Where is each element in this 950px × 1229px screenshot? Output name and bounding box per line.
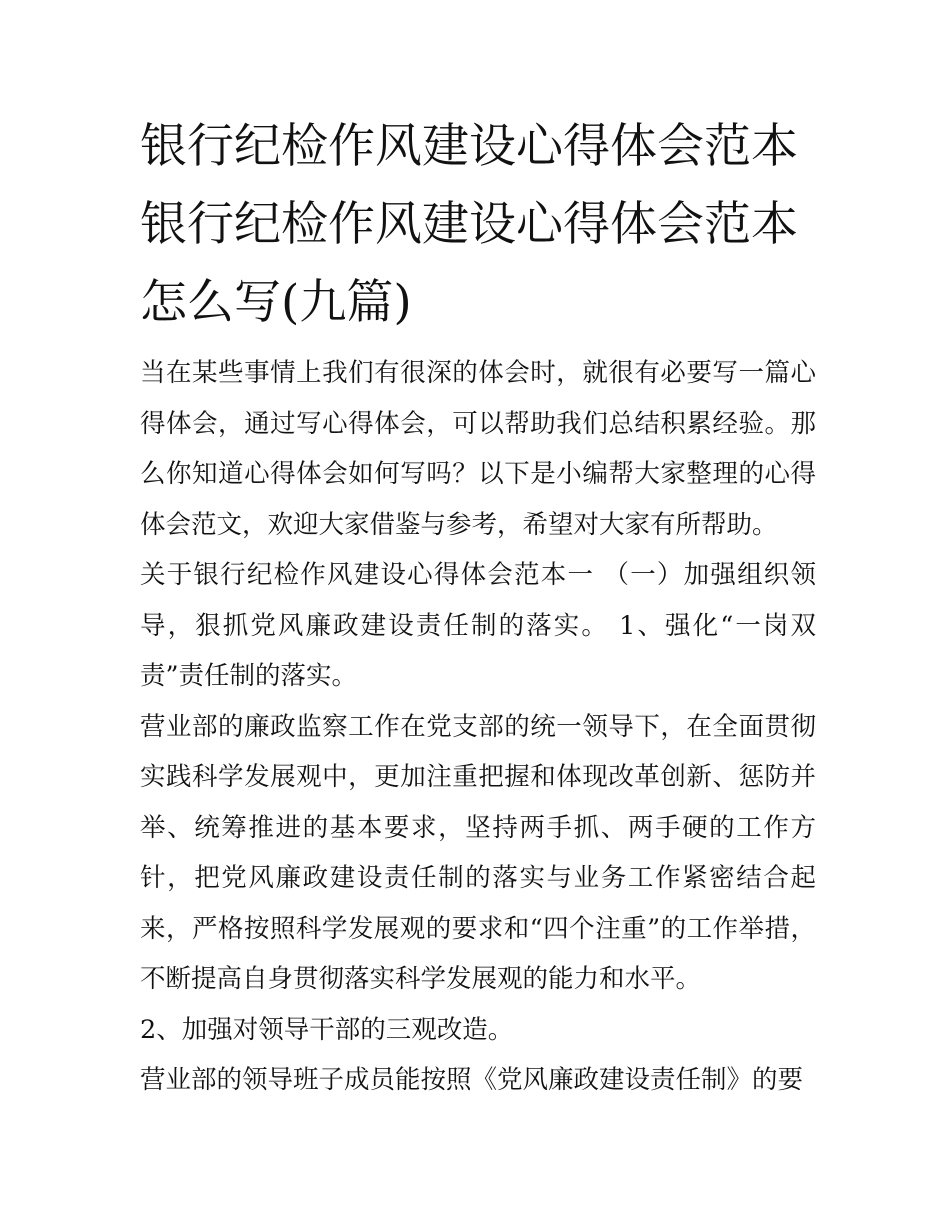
paragraph-intro: 当在某些事情上我们有很深的体会时，就很有必要写一篇心得体会，通过写心得体会，可以帮助我们总结积累经验。那么你知道心得体会如何写吗？以下是小编帮大家整理的心得体会范文，欢迎大家借鉴与参考，希望对大家有所帮助。: [140, 358, 816, 540]
paragraph-supervision-work: 营业部的廉政监察工作在党支部的统一领导下，在全面贯彻实践科学发展观中，更加注重把握和体现改革创新、惩防并举、统筹推进的基本要求，坚持两手抓、两手硬的工作方针，把党风廉政建设责任制的落实与业务工作紧密结合起来，严格按照科学发展观的要求和“四个注重”的工作举措，不断提高自身贯彻落实科学发展观的能力和水平。: [140, 711, 816, 994]
paragraph-section-one: 关于银行纪检作风建设心得体会范本一 （一）加强组织领导，狠抓党风廉政建设责任制的落实。 1、强化“一岗双责”责任制的落实。: [140, 560, 816, 691]
paragraph-leadership: 营业部的领导班子成员能按照《党风廉政建设责任制》的要: [140, 1065, 804, 1095]
document-title: 银行纪检作风建设心得体会范本 银行纪检作风建设心得体会范本怎么写(九篇): [140, 119, 798, 330]
document-body: [140, 108, 816, 1106]
paragraph-item-two: 2、加强对领导干部的三观改造。: [140, 1014, 514, 1045]
